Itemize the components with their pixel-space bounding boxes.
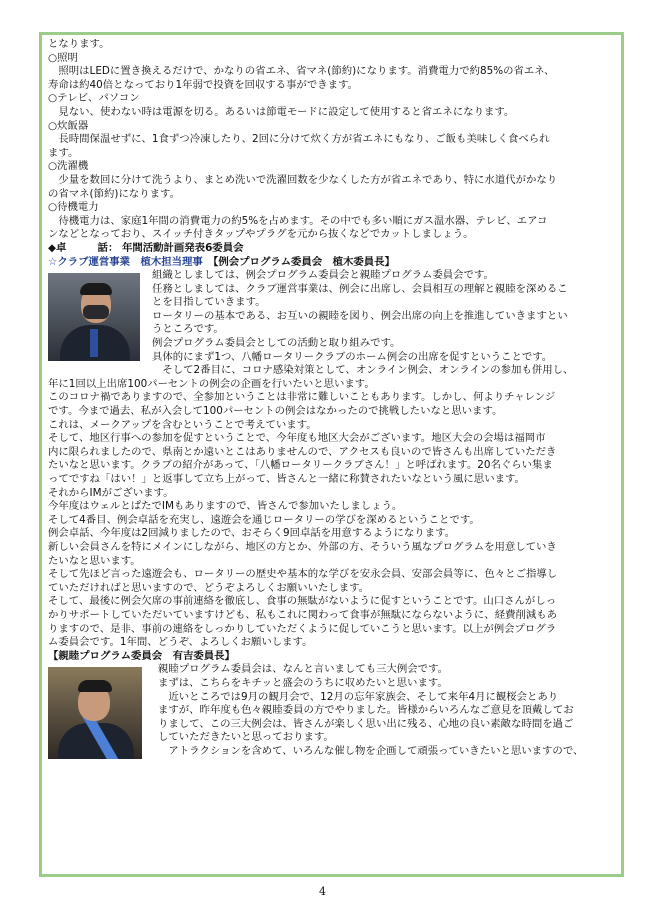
intro-line: ○炊飯器 bbox=[48, 119, 89, 132]
intro-line: 寿命は約40倍となっており1年弱で投資を回収する事ができます。 bbox=[48, 78, 358, 91]
speaker2-line: 親睦プログラム委員会は、なんと言いましても三大例会です。 bbox=[158, 663, 448, 676]
speaker2-block bbox=[48, 663, 618, 758]
speaker2-line: まずは、こちらをキチッと盛会のうちに収めたいと思います。 bbox=[158, 676, 448, 689]
speaker1-line: 組織としましては、例会プログラム委員会と親睦プログラム委員会です。 bbox=[152, 269, 494, 282]
intro-line: 少量を数回に分けて洗うより、まとめ洗いで洗濯回数を少なくした方が省エネであり、特に水道代がかなり bbox=[48, 173, 558, 186]
speaker1-block bbox=[48, 269, 618, 378]
body-line: このコロナ禍でありますので、全参加ということは非常に難しいこともあります。しかし、何よりチャレンジ bbox=[48, 391, 556, 404]
speaker1-photo bbox=[48, 273, 140, 361]
intro-line: 見ない、使わない時は電源を切る。あるいは節電モードに設定して使用すると省エネになります。 bbox=[48, 105, 515, 118]
intro-line: 照明はLEDに置き換えるだけで、かなりの省エネ、省マネ(節約)になります。消費電力で約85%の省エネ、 bbox=[48, 65, 555, 78]
body-section bbox=[48, 378, 618, 650]
body-line: そして4番目、例会卓話を充実し、遠遊会を通じロータリーの学びを深めるということです。 bbox=[48, 513, 480, 526]
body-line: たいなと思います。 bbox=[48, 554, 141, 567]
intro-line: ○待機電力 bbox=[48, 201, 99, 214]
speaker2-line: アトラクションを含めて、いろんな催し物を企画して頑張っていきたいと思いますので、 bbox=[158, 744, 584, 757]
body-line: ていただければと思いますので、どうぞよろしくお願いいたします。 bbox=[48, 581, 370, 594]
body-line: 今年度はウェルとぱたでIMもありますので、皆さんで参加いたしましょう。 bbox=[48, 500, 403, 513]
speaker1-line: 例会プログラム委員会としての活動と取り組みです。 bbox=[152, 337, 401, 350]
speaker2-line: 近いところでは9月の観月会で、12月の忘年家族会、そして来年4月に観桜会とあり bbox=[158, 690, 559, 703]
club-heading bbox=[48, 256, 618, 270]
club-heading-title: ☆クラブ運営事業 植木担当理事 bbox=[48, 255, 203, 268]
body-line: 年に1回以上出席100パーセントの例会の企画を行いたいと思います。 bbox=[48, 377, 375, 390]
intro-line: 待機電力は、家庭1年間の消費電力の約5%を占めます。その中でも多い順にガス温水器、テレビ、エアコ bbox=[48, 214, 548, 227]
speaker2-line: りまして、この三大例会は、皆さんが楽しく思い出に残る、心地の良い素敵な時間を過ご bbox=[158, 717, 574, 730]
body-line: ム委員会です。1年間、どうぞ、よろしくお願いします。 bbox=[48, 636, 313, 649]
speaker2-photo bbox=[48, 667, 142, 759]
intro-line: ます。 bbox=[48, 146, 79, 159]
intro-line: ○洗濯機 bbox=[48, 160, 89, 173]
speaker1-line: 任務としましては、クラブ運営事業は、例会に出席し、会員相互の理解と親睦を深めるこ bbox=[152, 282, 568, 295]
body-line: そして、最後に例会欠席の事前連絡を徹底し、食事の無駄がないように促すということです。山口さんがしっ bbox=[48, 595, 557, 608]
intro-line: ○照明 bbox=[48, 51, 78, 64]
intro-line: の省マネ(節約)になります。 bbox=[48, 187, 180, 200]
speaker2-line: ますが、昨年度も色々親睦委員の方でやりました。皆様からいろんなご意見を頂戴してお bbox=[158, 704, 574, 717]
body-line: そして、地区行事への参加を促すということで、今年度も地区大会がございます。地区大会の会場は福岡市 bbox=[48, 432, 546, 445]
body-line: ってですね「はい！」と返事して立ち上がって、皆さんと一緒に称賛されたいなという風に思います。 bbox=[48, 473, 525, 485]
intro-line: 長時間保温せずに、1食ずつ冷凍したり、2回に分けて炊く方が省エネにもなり、ご飯も美味しく食べられ bbox=[48, 133, 550, 146]
club-heading-committee: 【例会プログラム委員会 植木委員長】 bbox=[202, 255, 395, 268]
body-line: たいなと思います。クラブの紹介があって、「八幡ロータリークラブさん！」と呼ばれます。20名ぐらい集ま bbox=[48, 459, 553, 472]
intro-section bbox=[48, 38, 618, 242]
body-line: 例会卓話、今年度は2回減りましたので、おそらく9回卓話を用意するようになります。 bbox=[48, 527, 456, 540]
speaker2-line: していただきたいと思っております。 bbox=[158, 731, 334, 744]
speaker1-line: うところです。 bbox=[152, 323, 224, 336]
body-line: りますので、是非、事前の連絡をしっかりしていただくように促していこうと思います。以上が例会プログラ bbox=[48, 622, 557, 635]
body-line: そして先ほど言った遠遊会も、ロータリーの歴史や基本的な学びを安永会員、安部会員等に、色々とご指導し bbox=[48, 568, 558, 581]
second-heading: 【親睦プログラム委員会 有吉委員長】 bbox=[48, 649, 235, 662]
speaker1-line: ロータリーの基本である、お互いの親睦を図り、例会出席の向上を推進していきますとい bbox=[152, 309, 568, 322]
page-number: 4 bbox=[319, 885, 326, 898]
intro-line: ンなどとなっており、スイッチ付きタップやプラグを元から抜くなどでカットしましょう。 bbox=[48, 228, 474, 241]
body-line: それからIMがございます。 bbox=[48, 486, 174, 499]
speaker1-line: とを目指していきます。 bbox=[152, 296, 266, 309]
body-line: です。今まで過去、私が入会して100パーセントの例会はなかったので挑戦したいなと思います。 bbox=[48, 405, 503, 418]
body-line: 新しい会員さんを特にメインにしながら、地区の方とか、外部の方、そういう風なプログラムを用意していき bbox=[48, 540, 557, 553]
body-line: 内に限られましたので、県南とか遠いとこはありませんので、アクセスも良いので皆さんも出席していただき bbox=[48, 445, 557, 458]
body-line: かりサポートしていただいていますけども、私もこれに関わって食事が無駄にならないように、経費削減もあ bbox=[48, 608, 558, 621]
intro-line: となります。 bbox=[48, 38, 110, 50]
speaker1-line: 具体的にまず1つ、八幡ロータリークラブのホーム例会の出席を促すということです。 bbox=[152, 350, 553, 363]
section-heading: ◆卓 話： 年間活動計画発表6委員会 bbox=[48, 241, 244, 254]
speaker1-line: そして2番目に、コロナ感染対策として、オンライン例会、オンラインの参加も併用し、 bbox=[152, 364, 574, 377]
intro-line: ○テレビ、パソコン bbox=[48, 92, 140, 105]
page-content bbox=[48, 38, 618, 758]
body-line: これは、メークアップを含むということで考えています。 bbox=[48, 418, 317, 431]
